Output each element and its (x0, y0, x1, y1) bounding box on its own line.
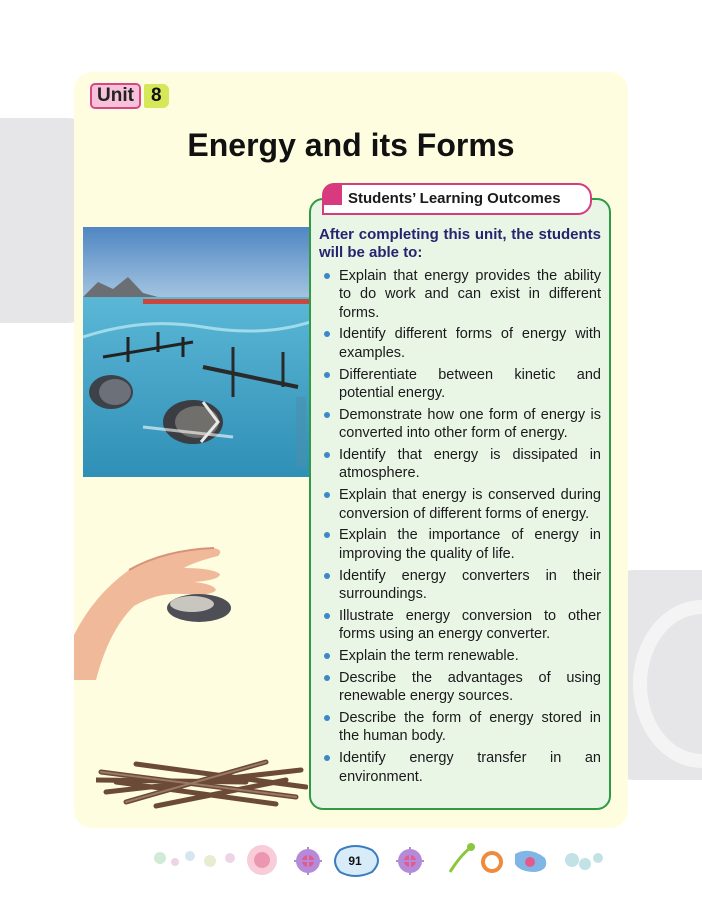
hand-dropping-stone-photo (74, 540, 234, 680)
bullet-icon (324, 372, 330, 378)
tidal-turbine-photo (83, 227, 310, 477)
bullet-icon (324, 755, 330, 761)
list-item: Identify that energy is dissipated in atmosphere. (319, 446, 601, 483)
list-item: Illustrate energy conversion to other forms using an energy converter. (319, 607, 601, 644)
learning-outcomes-box (309, 198, 611, 810)
list-item: Explain that energy is conserved during conversion of different forms of energy. (319, 486, 601, 523)
header-accent (322, 183, 342, 205)
unit-badge (90, 83, 169, 109)
bullet-icon (324, 492, 330, 498)
learning-outcomes-heading: Students’ Learning Outcomes (348, 190, 561, 207)
list-item: Explain that energy provides the ability to do work and can exist in different forms. (319, 267, 601, 322)
bullet-icon (324, 331, 330, 337)
unit-number: 8 (144, 84, 169, 108)
bullet-icon (324, 532, 330, 538)
bullet-icon (324, 715, 330, 721)
list-item: Identify energy transfer in an environment. (319, 749, 601, 786)
list-item: Explain the importance of energy in improving the quality of life. (319, 526, 601, 563)
list-item: Demonstrate how one form of energy is converted into other form of energy. (319, 406, 601, 443)
bullet-icon (324, 675, 330, 681)
list-item: Identify energy converters in their surroundings. (319, 567, 601, 604)
list-item: Identify different forms of energy with examples. (319, 325, 601, 362)
page-title: Energy and its Forms (187, 127, 515, 163)
background-tab-right (615, 570, 702, 780)
list-item: Differentiate between kinetic and potential energy. (319, 366, 601, 403)
bullet-icon (324, 613, 330, 619)
list-item: Describe the advantages of using renewable energy sources. (319, 669, 601, 706)
bullet-icon (324, 412, 330, 418)
bullet-icon (324, 452, 330, 458)
bullet-icon (324, 653, 330, 659)
learning-outcomes-intro: After completing this unit, the students will be able to: (319, 226, 601, 261)
learning-outcomes-list (319, 267, 601, 786)
bullet-icon (324, 273, 330, 279)
list-item: Explain the term renewable. (319, 647, 601, 665)
learning-outcomes-header (322, 183, 592, 215)
unit-label: Unit (90, 83, 141, 109)
page-number: 91 (348, 854, 362, 868)
background-swirl (633, 600, 702, 768)
list-item: Describe the form of energy stored in the human body. (319, 709, 601, 746)
firewood-sticks-photo (96, 752, 308, 810)
bullet-icon (324, 573, 330, 579)
